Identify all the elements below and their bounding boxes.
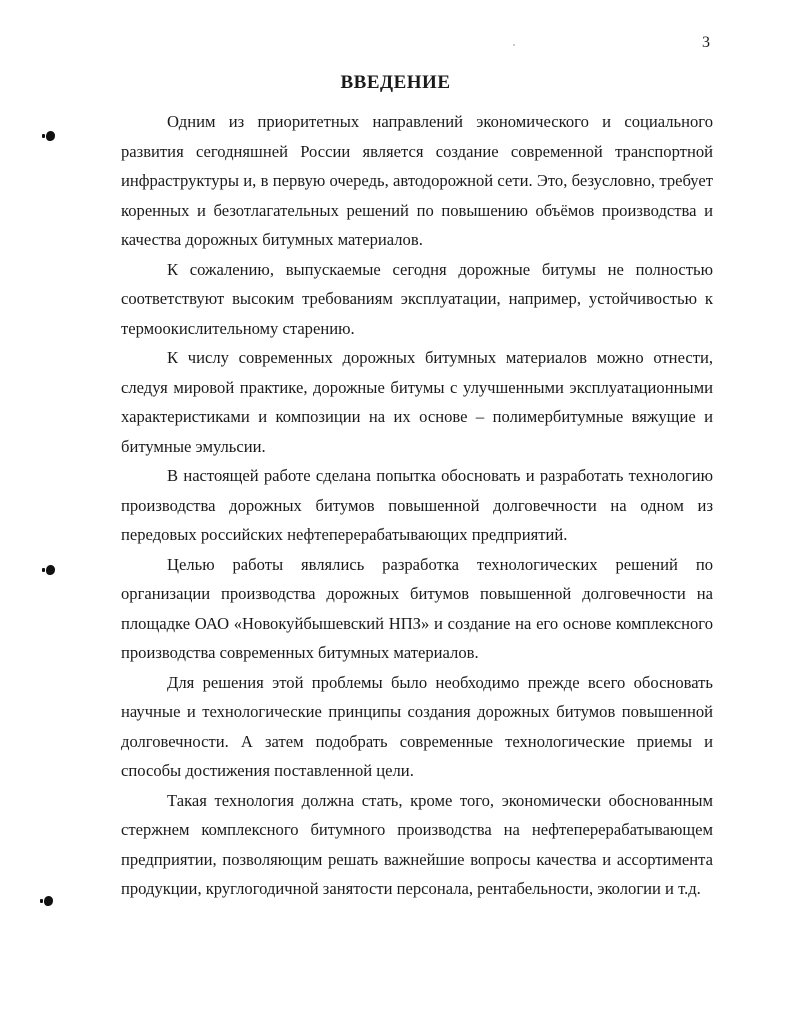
page-title: ВВЕДЕНИЕ	[340, 72, 451, 93]
paragraph: Целью работы являлись разработка технологических решений по организации производства дорожных битумов повышенной долговечности на площадке ОАО «Новокуйбышевский НПЗ» и создание на его основе комплексного производства современных битумных материалов.	[121, 554, 713, 662]
page-number: 3	[702, 34, 710, 51]
paragraph: К числу современных дорожных битумных материалов можно отнести, следуя мировой практике, дорожные битумы с улучшенными эксплуатационными характеристиками и композиции на их основе – полимербитумные вяжущие и битумные эмульсии.	[121, 348, 713, 456]
paragraph: Одним из приоритетных направлений экономического и социального развития сегодняшней России является создание современной транспортной инфраструктуры и, в первую очередь, автодорожной сети. Это, безусловно, требует коренных и безотлагательных решений по повышению объёмов производства и качества дорожных битумных материалов.	[121, 112, 713, 249]
binding-hole-mark	[46, 131, 55, 141]
paragraph: К сожалению, выпускаемые сегодня дорожные битумы не полностью соответствуют высоким требованиям эксплуатации, например, устойчивостью к термоокислительному старению.	[121, 259, 713, 338]
scan-speck	[513, 44, 515, 46]
binding-hole-mark	[44, 896, 53, 906]
paragraph: В настоящей работе сделана попытка обосновать и разработать технологию производства дорожных битумов повышенной долговечности на одном из передовых российских нефтеперерабатывающих предприятий.	[121, 466, 713, 544]
paragraph: Для решения этой проблемы было необходимо прежде всего обосновать научные и технологические принципы создания дорожных битумов повышенной долговечности. А затем подобрать современные технологические приемы и способы достижения поставленной цели.	[121, 672, 713, 780]
paragraph: Такая технология должна стать, кроме того, экономически обоснованным стержнем комплексного битумного производства на нефтеперерабатывающем предприятии, позволяющим решать важнейшие вопросы качества и ассортимента продукции, круглогодичной занятости персонала, рентабельности, экологии и т.д.	[121, 790, 713, 898]
document-body	[121, 107, 713, 904]
binding-hole-mark	[46, 565, 55, 575]
